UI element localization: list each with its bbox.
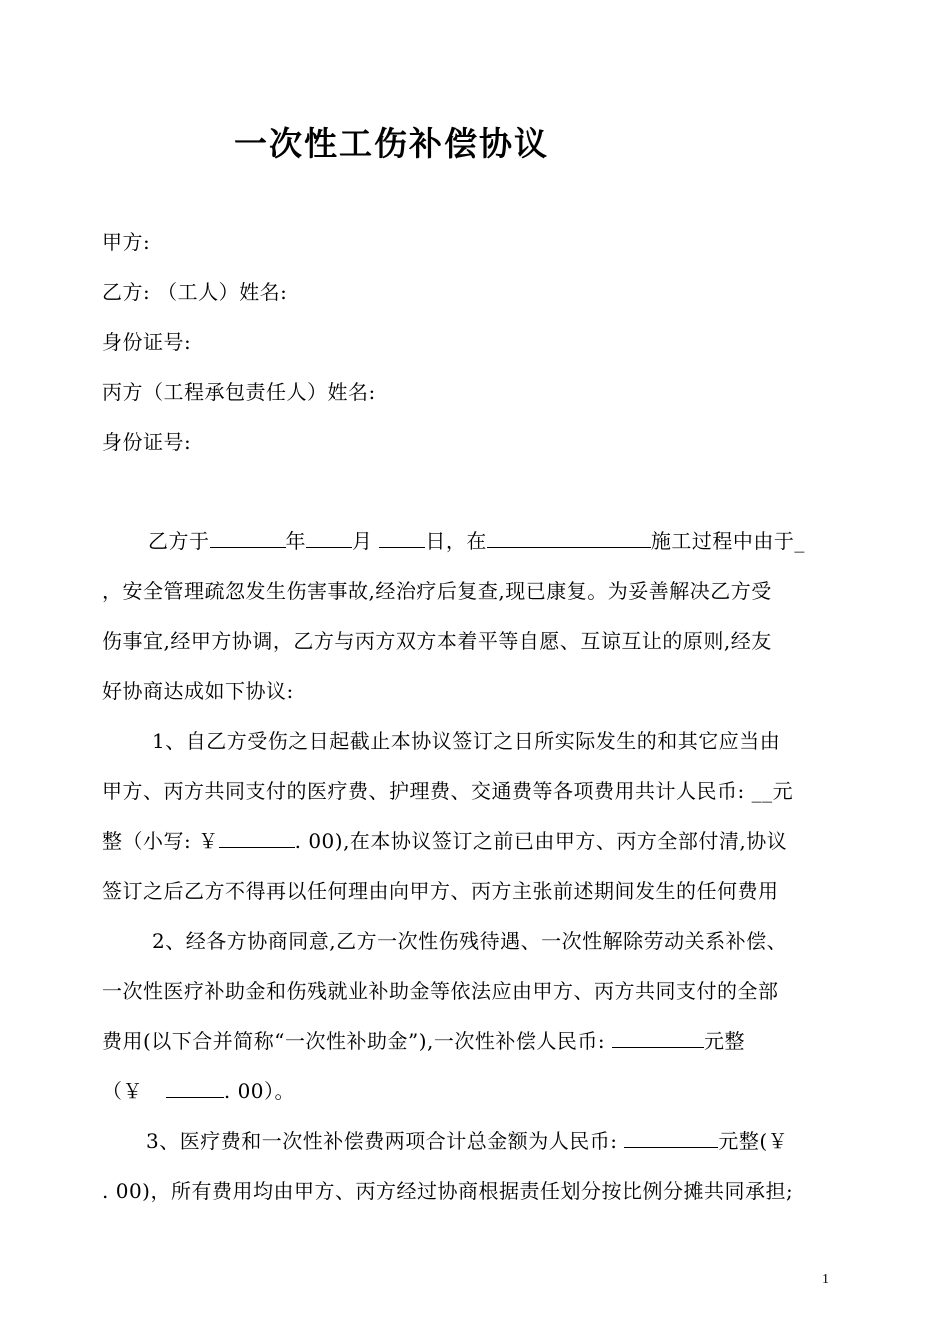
party-b-id-line: 身份证号: [102, 330, 192, 354]
amount-blank [624, 1127, 718, 1148]
clause2-text: （￥ [102, 1079, 150, 1103]
clause3-line-1 [146, 1127, 842, 1155]
clause1-line-3 [102, 827, 842, 855]
clause2-text: 费用(以下合并简称“一次性补助金”),一次性补偿人民币: [102, 1029, 613, 1053]
clause1-line-2: 甲方、丙方共同支付的医疗费、护理费、交通费等各项费用共计人民币: __元 [102, 779, 794, 803]
intro-text: 施工过程中由于_ [650, 529, 805, 553]
party-c-id-line: 身份证号: [102, 430, 192, 454]
intro-line-4: 好协商达成如下协议: [102, 679, 294, 703]
clause3-text: 3、医疗费和一次性补偿费两项合计总金额为人民币: [146, 1129, 625, 1153]
clause1-text: . 00),在本协议签订之前已由甲方、丙方全部付清,协议 [294, 829, 788, 853]
intro-text: 日，在 [425, 529, 487, 553]
clause1-line-4: 签订之后乙方不得再以任何理由向甲方、丙方主张前述期间发生的任何费用 [102, 879, 779, 903]
party-c-line: 丙方（工程承包责任人）姓名: [102, 380, 376, 404]
party-b-line: 乙方: （工人）姓名: [102, 280, 288, 304]
intro-line-1 [148, 527, 842, 555]
intro-line-2: ，安全管理疏忽发生伤害事故,经治疗后复查,现已康复。为妥善解决乙方受 [102, 579, 772, 603]
clause2-text: 元整 [704, 1029, 746, 1053]
clause2-text: . 00）。 [223, 1079, 296, 1103]
amount-blank [219, 827, 295, 848]
page-number: 1 [822, 1272, 829, 1287]
intro-text: 年 [285, 529, 306, 553]
document-title: 一次性工伤补偿协议 [234, 124, 549, 163]
clause1-line-1: 1、自乙方受伤之日起截止本协议签订之日所实际发生的和其它应当由 [152, 729, 781, 753]
clause2-line-2: 一次性医疗补助金和伤残就业补助金等依法应由甲方、丙方共同支付的全部 [102, 979, 779, 1003]
day-blank [379, 527, 425, 548]
clause3-text: 元整(￥ [718, 1129, 789, 1153]
intro-text: 月 [352, 529, 380, 553]
clause2-line-4 [102, 1077, 842, 1105]
intro-line-3: 伤事宜,经甲方协调，乙方与丙方双方本着平等自愿、互谅互让的原则,经友 [102, 629, 772, 653]
clause1-text: 整（小写: ￥ [102, 829, 219, 853]
month-blank [306, 527, 352, 548]
site-blank [487, 527, 651, 548]
clause2-line-1: 2、经各方协商同意,乙方一次性伤残待遇、一次性解除劳动关系补偿、 [152, 929, 788, 953]
amount-blank [166, 1077, 224, 1098]
party-a-line: 甲方: [102, 230, 151, 254]
year-blank [210, 527, 286, 548]
amount-blank [612, 1027, 704, 1048]
clause2-line-3 [102, 1027, 842, 1055]
intro-text: 乙方于 [148, 529, 210, 553]
clause3-line-2: . 00)，所有费用均由甲方、丙方经过协商根据责任划分按比例分摊共同承担; [102, 1179, 794, 1203]
